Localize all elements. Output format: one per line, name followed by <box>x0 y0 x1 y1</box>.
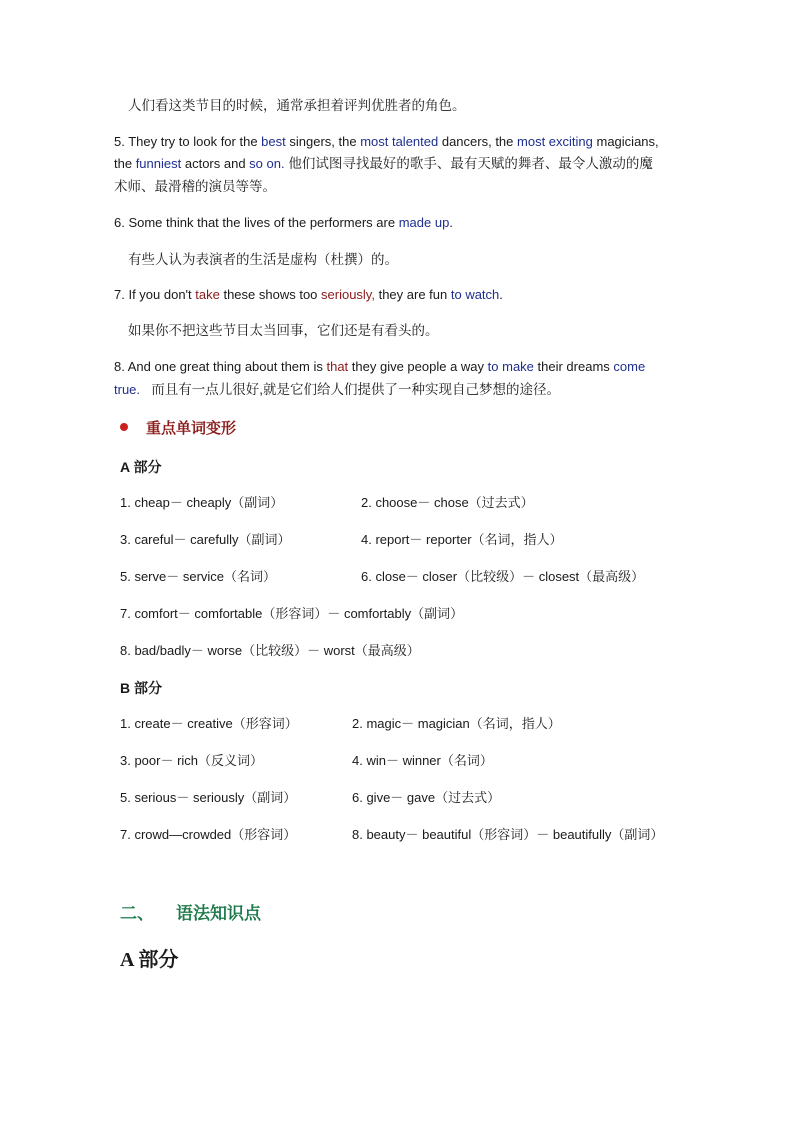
s5-line3: 术师、最滑稽的演员等等。 <box>114 179 276 194</box>
word-item: 1. cheap－ cheaply（副词） <box>120 495 284 510</box>
word-item: 6. give－ gave（过去式） <box>352 790 501 805</box>
word-item: 2. choose－ chose（过去式） <box>361 495 534 510</box>
key-words-heading: 重点单词变形 <box>120 417 236 438</box>
word-item: 5. serious－ seriously（副词） <box>120 790 297 805</box>
word-item: 7. crowd—crowded（形容词） <box>120 827 297 842</box>
section2-part-a: A 部分 <box>120 949 179 971</box>
part-a-label: A 部分 <box>120 459 162 475</box>
word-item: 3. poor－ rich（反义词） <box>120 753 264 768</box>
s6-translation: 有些人认为表演者的生活是虚构（杜撰）的。 <box>128 252 398 267</box>
s4-translation: 人们看这类节目的时候，通常承担着评判优胜者的角色。 <box>128 98 466 113</box>
word-item: 7. comfort－ comfortable（形容词）－ comfortably（副词） <box>120 606 464 621</box>
s5-line2: the funniest actors and so on. 他们试图寻找最好的歌手、最有天赋的舞者、最令人激动的魔 <box>114 156 653 171</box>
word-item: 4. report－ reporter（名词，指人） <box>361 532 563 547</box>
word-item: 6. close－ closer（比较级）－ closest（最高级） <box>361 569 645 584</box>
s5-line1: 5. They try to look for the best singers, the most talented dancers, the most exciting magicians, <box>114 134 659 149</box>
s6-english: 6. Some think that the lives of the performers are made up. <box>114 215 453 230</box>
section-heading-grammar: 二、 语法知识点 <box>120 904 261 923</box>
word-item: 4. win－ winner（名词） <box>352 753 493 768</box>
s7-translation: 如果你不把这些节目太当回事，它们还是有看头的。 <box>128 323 439 338</box>
bullet-icon <box>120 423 128 431</box>
part-b-label: B 部分 <box>120 680 162 696</box>
s8-line1: 8. And one great thing about them is that they give people a way to make their dreams come <box>114 359 646 374</box>
word-item: 1. create－ creative（形容词） <box>120 716 298 731</box>
word-item: 8. beauty－ beautiful（形容词）－ beautifully（副词） <box>352 827 664 842</box>
s8-line2: true. 而且有一点儿很好,就是它们给人们提供了一种实现自己梦想的途径。 <box>114 382 561 397</box>
word-item: 8. bad/badly－ worse（比较级）－ worst（最高级） <box>120 643 420 658</box>
word-item: 3. careful－ carefully（副词） <box>120 532 291 547</box>
s7-english: 7. If you don't take these shows too seriously, they are fun to watch. <box>114 287 503 302</box>
word-item: 2. magic－ magician（名词，指人） <box>352 716 561 731</box>
word-item: 5. serve－ service（名词） <box>120 569 277 584</box>
